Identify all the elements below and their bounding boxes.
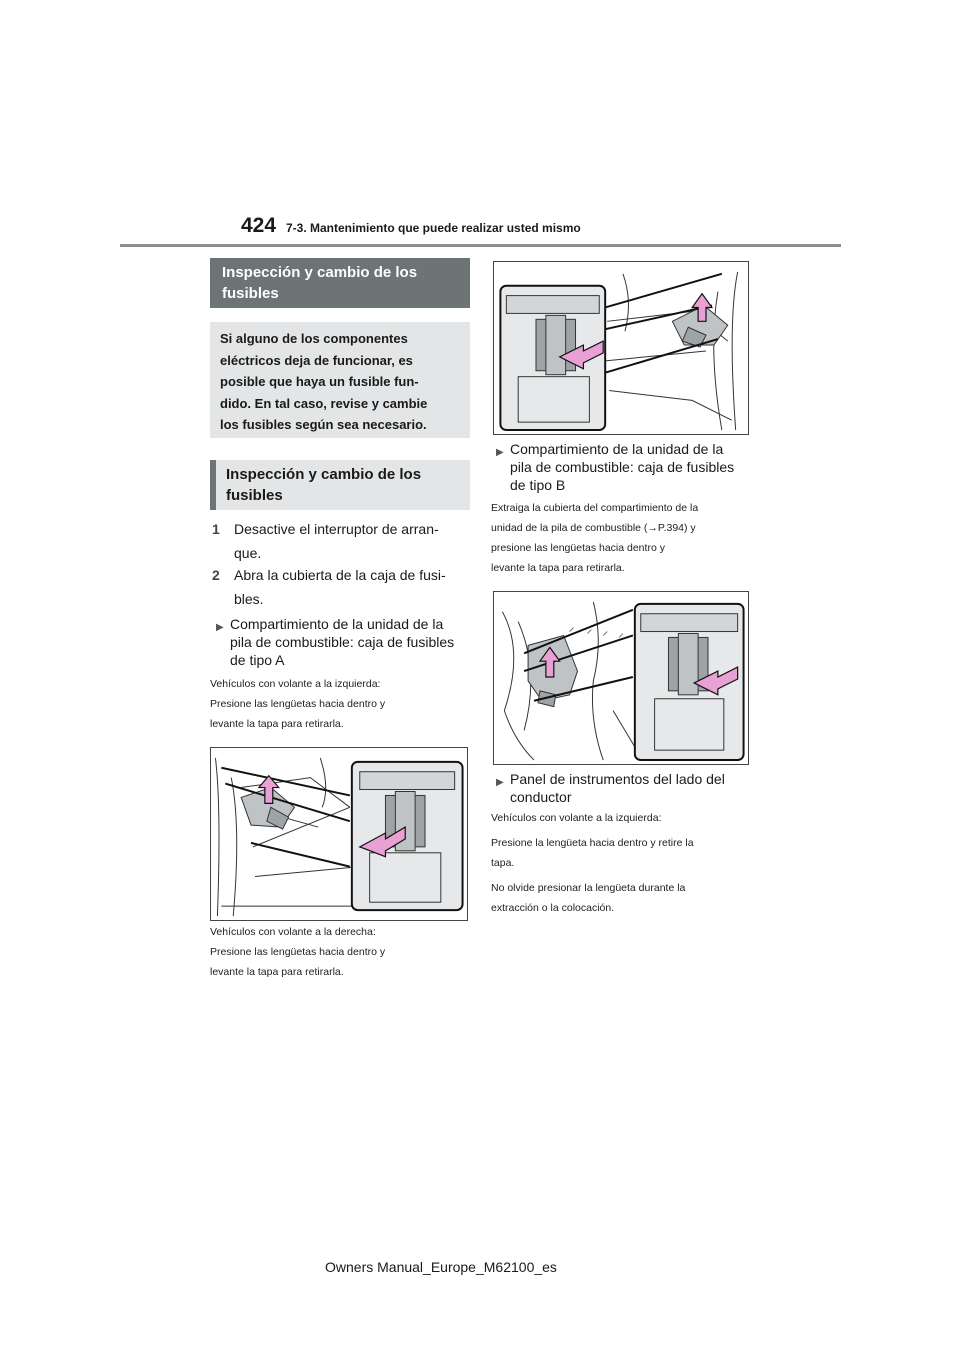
- subheading-line: fusibles: [226, 487, 283, 504]
- note-line: Vehículos con volante a la izquierda:: [491, 812, 662, 824]
- header-rule: [120, 244, 841, 247]
- page-number: 424: [241, 214, 277, 237]
- fuse-box-b-illustration: [493, 591, 749, 765]
- note-line: Extraiga la cubierta del compartimiento de la: [491, 502, 699, 514]
- bullet-line: Compartimiento de la unidad de la: [230, 616, 444, 632]
- subheading-line: Inspección y cambio de los: [226, 466, 422, 483]
- triangle-bullet-icon: ▶: [496, 777, 504, 788]
- bullet-line: pila de combustible: caja de fusibles: [510, 459, 735, 475]
- bullet-line: de tipo A: [230, 652, 285, 668]
- bullet-line: Panel de instrumentos del lado del: [510, 771, 725, 787]
- bullet-fuse-box-a: [216, 615, 474, 671]
- bullet-line: conductor: [510, 789, 572, 805]
- bullet-line: pila de combustible: caja de fusibles: [230, 634, 455, 650]
- step-line: Desactive el interruptor de arran-: [234, 521, 439, 537]
- triangle-bullet-icon: ▶: [216, 622, 224, 633]
- subheading-box: [210, 460, 470, 510]
- intro-line: dido. En tal caso, revise y cambie: [220, 395, 428, 411]
- note-fuse-box-b: [491, 498, 755, 578]
- footer-text: Owners Manual_Europe_M62100_es: [325, 1259, 557, 1275]
- bullet-instrument-panel: [496, 770, 754, 808]
- step-line: bles.: [234, 591, 264, 607]
- bullet-line: Compartimiento de la unidad de la: [510, 441, 724, 457]
- fuse-box-b-drawing: [494, 592, 748, 764]
- fuse-box-a-illustration: [210, 747, 468, 921]
- note-line: No olvide presionar la lengüeta durante la: [491, 882, 686, 894]
- intro-box: [210, 322, 470, 438]
- intro-line: posible que haya un fusible fun-: [220, 374, 419, 389]
- intro-line: eléctricos deja de funcionar, es: [220, 352, 413, 368]
- section-header: 7-3. Mantenimiento que puede realizar usted mismo: [286, 221, 581, 235]
- note-instrument-panel: [491, 808, 755, 918]
- section-title-line: fusibles: [222, 285, 279, 302]
- fuse-box-a-lhd-drawing: [494, 262, 748, 434]
- fuse-box-a-lhd-illustration: [493, 261, 749, 435]
- step-1: [212, 518, 474, 564]
- fuse-box-a-drawing: [211, 748, 467, 920]
- note-line: presione las lengüetas hacia dentro y: [491, 542, 665, 554]
- note-line: levante la tapa para retirarla.: [210, 966, 344, 978]
- bullet-fuse-box-b: [496, 440, 754, 496]
- step-line: Abra la cubierta de la caja de fusi-: [234, 567, 446, 583]
- note-line: Presione las lengüetas hacia dentro y: [210, 698, 386, 710]
- note-line: Vehículos con volante a la derecha:: [210, 926, 376, 938]
- note-line: unidad de la pila de combustible (→P.394) y: [491, 522, 696, 534]
- note-line: extracción o la colocación.: [491, 902, 615, 914]
- step-2: [212, 564, 474, 610]
- triangle-bullet-icon: ▶: [496, 447, 504, 458]
- note-line: levante la tapa para retirarla.: [491, 562, 625, 574]
- section-title-line: Inspección y cambio de los: [222, 264, 418, 281]
- step-number: 1: [212, 521, 220, 537]
- section-title-box: [210, 258, 470, 308]
- note-line: tapa.: [491, 857, 515, 869]
- step-number: 2: [212, 567, 220, 583]
- bullet-line: de tipo B: [510, 477, 566, 493]
- note-line: levante la tapa para retirarla.: [210, 718, 344, 730]
- intro-line: los fusibles según sea necesario.: [220, 417, 427, 432]
- note-line: Vehículos con volante a la izquierda:: [210, 678, 381, 690]
- intro-line: Si alguno de los componentes: [220, 331, 408, 346]
- note-rhd-a: [210, 922, 474, 982]
- note-lhd-a: [210, 674, 474, 734]
- note-line: Presione las lengüetas hacia dentro y: [210, 946, 386, 958]
- step-line: que.: [234, 545, 262, 561]
- note-line: Presione la lengüeta hacia dentro y retire la: [491, 837, 694, 849]
